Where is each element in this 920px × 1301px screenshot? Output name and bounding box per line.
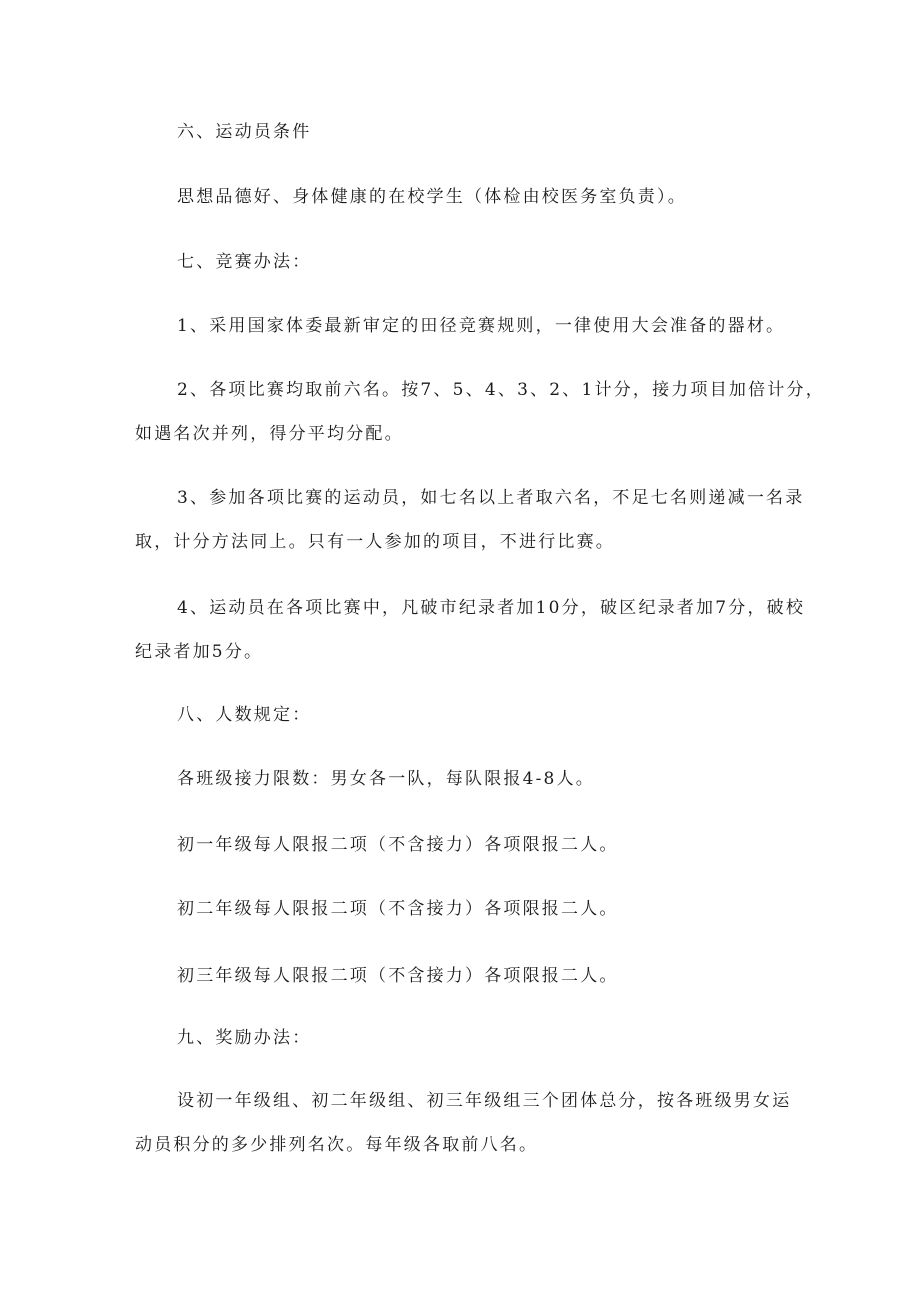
text-line: 初二年级每人限报二项（不含接力）各项限报二人。	[177, 899, 619, 919]
text-line: 各班级接力限数：男女各一队，每队限报4-8人。	[177, 769, 595, 789]
text-line: 九、奖励办法：	[177, 1028, 312, 1048]
section-6-heading	[135, 121, 785, 143]
section-9-heading	[135, 1027, 785, 1049]
text-line: 初一年级每人限报二项（不含接力）各项限报二人。	[177, 835, 619, 855]
text-line: 1、采用国家体委最新审定的田径竞赛规则，一律使用大会准备的器材。	[177, 316, 786, 336]
section-8-heading	[135, 704, 785, 726]
section-6-body	[135, 186, 785, 208]
section-7-item-4	[135, 597, 806, 663]
text-line: 3、参加各项比赛的运动员，如七名以上者取六名，不足七名则递减一名录	[177, 488, 805, 508]
section-8-relay	[135, 768, 785, 790]
text-line: 思想品德好、身体健康的在校学生（体检由校医务室负责）。	[177, 187, 687, 207]
text-line: 七、竞赛办法：	[177, 252, 312, 272]
section-7-heading	[135, 251, 785, 273]
section-8-grade-1	[135, 834, 785, 856]
text-line: 设初一年级组、初二年级组、初三年级组三个团体总分，按各班级男女运	[177, 1091, 792, 1111]
text-line: 纪录者加5分。	[135, 642, 264, 662]
text-line: 2、各项比赛均取前六名。按7、5、4、3、2、1计分，接力项目加倍计分，	[177, 380, 825, 400]
section-7-item-1	[135, 315, 785, 337]
text-line: 取，计分方法同上。只有一人参加的项目，不进行比赛。	[135, 532, 615, 552]
section-8-grade-2	[135, 898, 785, 920]
text-line: 六、运动员条件	[177, 122, 312, 142]
section-8-grade-3	[135, 965, 785, 987]
text-line: 如遇名次并列，得分平均分配。	[135, 424, 404, 444]
text-line: 动员积分的多少排列名次。每年级各取前八名。	[135, 1135, 539, 1155]
section-7-item-3	[135, 487, 805, 553]
text-line: 4、运动员在各项比赛中，凡破市纪录者加10分，破区纪录者加7分，破校	[177, 598, 806, 618]
text-line: 初三年级每人限报二项（不含接力）各项限报二人。	[177, 966, 619, 986]
section-9-body	[135, 1090, 792, 1156]
section-7-item-2	[135, 379, 825, 445]
text-line: 八、人数规定：	[177, 705, 312, 725]
